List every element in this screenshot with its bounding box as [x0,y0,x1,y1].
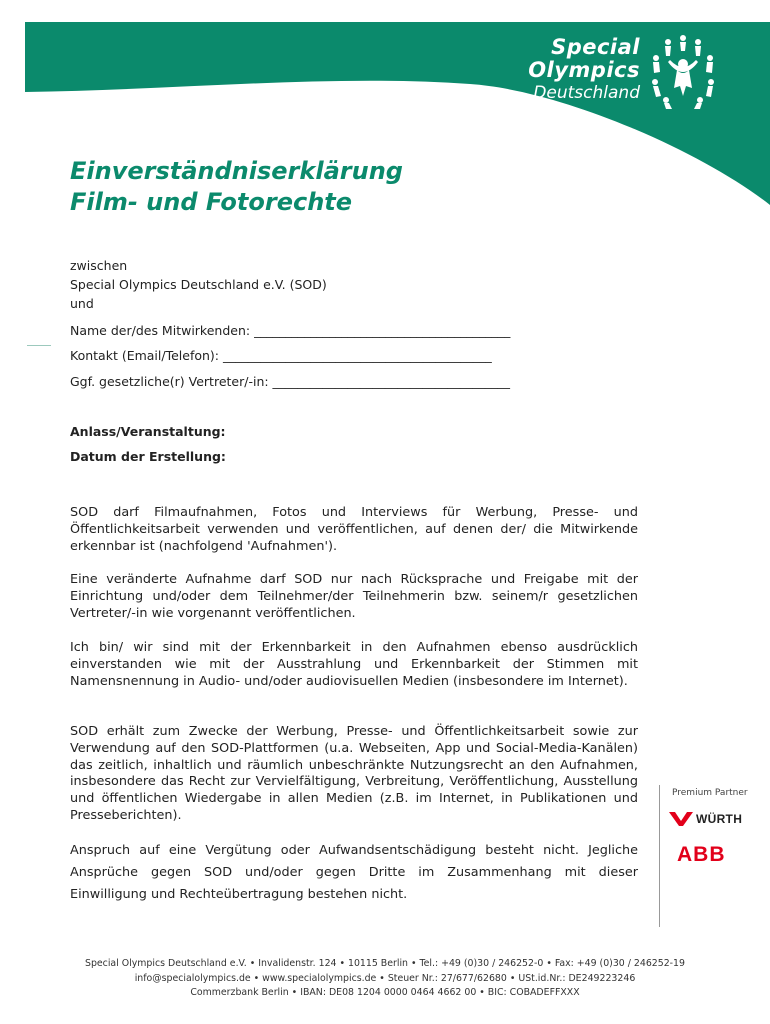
paragraph-3: Ich bin/ wir sind mit der Erkennbarkeit in den Aufnahmen ebenso ausdrücklich einverstanden wie mit der Ausstrahlung und Erkennbarkeit der Stimmen mit Namensnennung in Audio- und/oder audiovisuellen Medien (insbesondere im Internet). [70,640,638,689]
fold-mark [27,345,51,346]
logo-line-special: Special [551,35,640,59]
footer-line-1: Special Olympics Deutschland e.V. • Invalidenstr. 124 • 10115 Berlin • Tel.: +49 (0)30 / 246252-0 • Fax: +49 (0)30 / 246252-19 [85,958,685,969]
special-olympics-emblem-icon [648,30,718,110]
footer-line-3: Commerzbank Berlin • IBAN: DE08 1204 0000 0464 4662 00 • BIC: COBADEFFXXX [190,987,580,998]
paragraph-4: SOD erhält zum Zwecke der Werbung, Presse- und Öffentlichkeitsarbeit sowie zur Verwendung auf den SOD-Plattformen (u.a. Webseiten, App und Social-Media-Kanälen) das zeitlich, inhaltlich und räumlich unbeschränkte Nutzungsrecht an den Aufnahmen, insbesondere das Recht zur Vervielfältigung, Verbreitung, Veröffentlichung, Ausstellung und öffentlichen Wiedergabe in allen Medien (z.B. im Internet, in Publikationen und Presseberichten). [70,724,638,823]
partner-divider [659,785,660,927]
title-line-1: Einverständniserklärung [70,157,403,185]
wurth-logo [669,812,742,826]
contact-field[interactable]: Kontakt (Email/Telefon): ___________________________________________ [70,348,492,363]
logo-line-olympics: Olympics [528,58,640,82]
date-label: Datum der Erstellung: [70,449,226,464]
paragraph-5: Anspruch auf eine Vergütung oder Aufwandsentschädigung besteht nicht. Jegliche Ansprüche gegen SOD und/oder gegen Dritte im Zusammenhang mit dieser Einwilligung und Rechteübertragung bestehen nicht. [70,843,638,902]
participant-name-field[interactable]: Name der/des Mitwirkenden: _________________________________________ [70,323,511,338]
premium-partner-label: Premium Partner [672,788,748,798]
logo-line-deutschland: Deutschland [533,83,640,103]
between-label: zwischen [70,258,128,273]
event-label: Anlass/Veranstaltung: [70,424,226,439]
wurth-logo-text: WÜRTH [696,812,743,826]
abb-logo: ABB [677,843,726,866]
paragraph-2: Eine veränderte Aufnahme darf SOD nur nach Rücksprache und Freigabe mit der Einrichtung und/oder dem Teilnehmer/der Teilnehmerin bzw. seinem/r gesetzlichen Vertreter/-in wie vorgenannt veröffentlichen. [70,572,638,621]
organization-name: Special Olympics Deutschland e.V. (SOD) [70,277,327,292]
paragraph-1: SOD darf Filmaufnahmen, Fotos und Interviews für Werbung, Presse- und Öffentlichkeitsarbeit verwenden und veröffentlichen, auf denen der/ die Mitwirkende erkennbar ist (nachfolgend 'Aufnahmen'). [70,505,638,554]
title-line-2: Film- und Fotorechte [70,188,353,216]
footer-line-2: info@specialolympics.de • www.specialolympics.de • Steuer Nr.: 27/677/62680 • USt.id.Nr.: DE249223246 [134,973,636,984]
wurth-logo-icon [669,812,693,826]
guardian-field[interactable]: Ggf. gesetzliche(r) Vertreter/-in: ______________________________________ [70,374,511,389]
document-title [70,156,403,218]
brand-logo-text [528,36,640,104]
and-label: und [70,296,94,311]
